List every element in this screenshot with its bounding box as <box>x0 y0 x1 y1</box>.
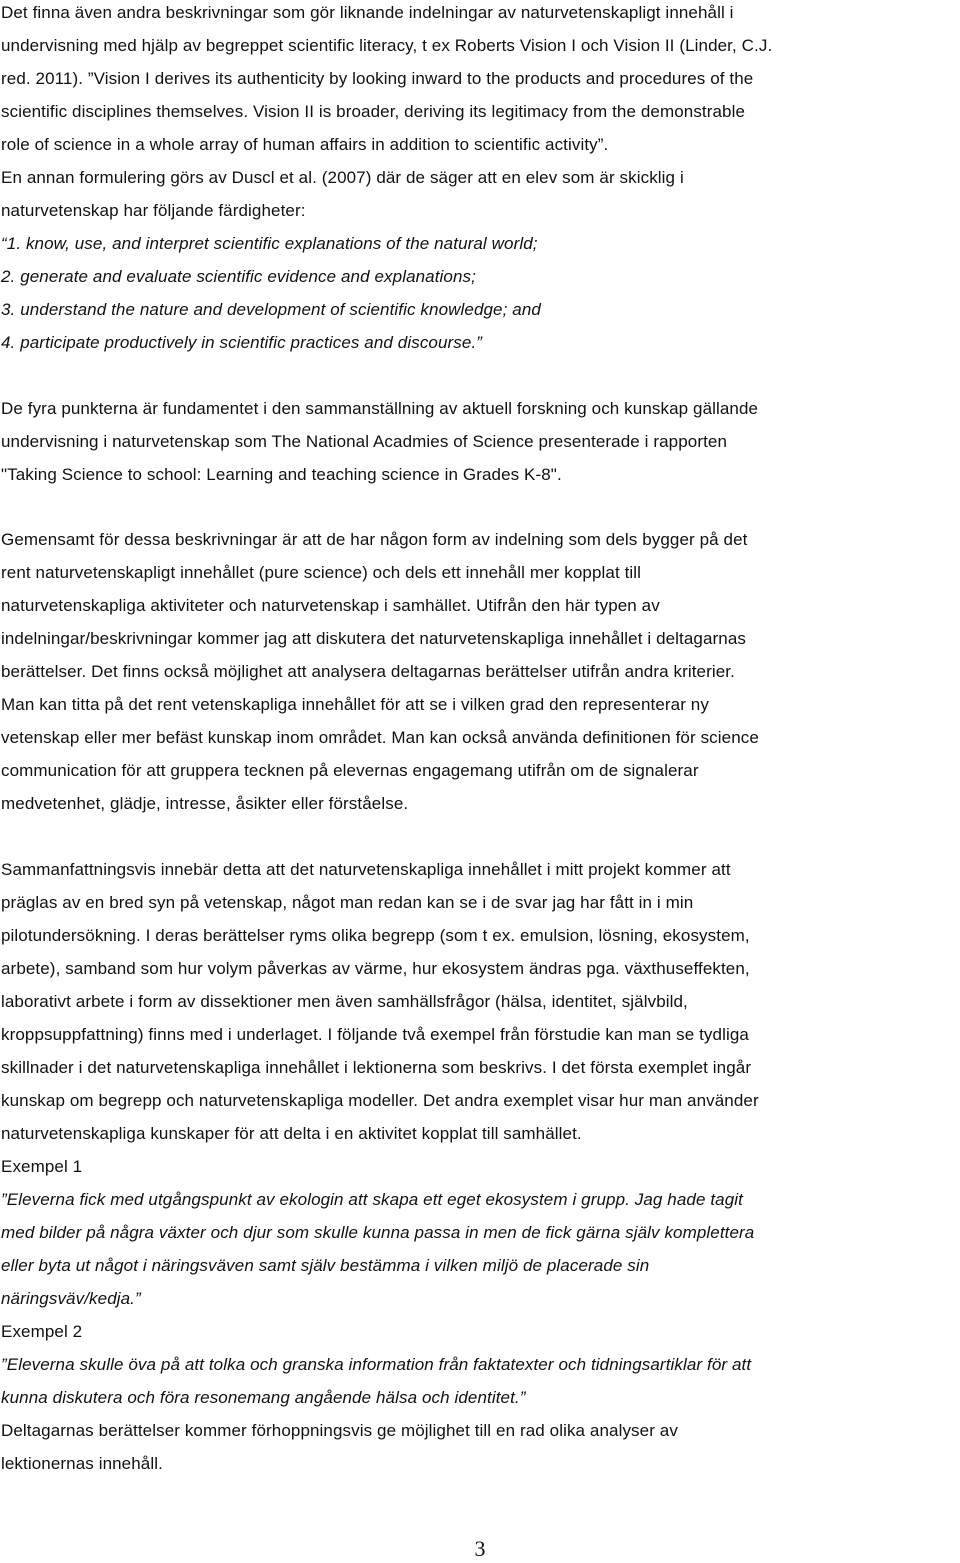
intro-block <box>1 0 959 227</box>
intro-line: Det finna även andra beskrivningar som gör liknande indelningar av naturvetenskapligt innehåll i <box>1 3 734 22</box>
paragraph-line: communication för att gruppera tecknen på elevernas engagemang utifrån om de signalerar <box>1 761 699 780</box>
paragraph-fundament <box>1 392 959 491</box>
paragraph-line: arbete), samband som hur volym påverkas av värme, hur ekosystem ändras pga. växthuseffekten, <box>1 959 750 978</box>
paragraph-line: kroppsuppfattning) finns med i underlaget. I följande två exempel från förstudie kan man se tydliga <box>1 1025 749 1044</box>
paragraph-line: undervisning i naturvetenskap som The National Acadmies of Science presenterade i rapporten <box>1 432 728 451</box>
paragraph-line: medvetenhet, glädje, intresse, åsikter eller förståelse. <box>1 794 409 813</box>
example-quote-line: med bilder på några växter och djur som skulle kunna passa in men de fick gärna själv komplettera <box>1 1223 755 1242</box>
paragraph-line: Sammanfattningsvis innebär detta att det naturvetenskapliga innehållet i mitt projekt kommer att <box>1 860 731 879</box>
paragraph-line: skillnader i det naturvetenskapliga innehållet i lektionerna som beskrivs. I det första exemplet ingår <box>1 1058 752 1077</box>
paragraph-line: naturvetenskapliga aktiviteter och naturvetenskap i samhället. Utifrån den här typen av <box>1 596 660 615</box>
paragraph-line: präglas av en bred syn på vetenskap, något man redan kan se i de svar jag har fått in i min <box>1 893 694 912</box>
example-quote-line: ”Eleverna fick med utgångspunkt av ekologin att skapa ett eget ekosystem i grupp. Jag hade tagit <box>1 1190 743 1209</box>
paragraph-line: lektionernas innehåll. <box>1 1454 163 1473</box>
skill-item: 3. understand the nature and development of scientific knowledge; and <box>1 300 541 319</box>
paragraph-line: Gemensamt för dessa beskrivningar är att de har någon form av indelning som dels bygger på det <box>1 530 748 549</box>
example-quote-line: ”Eleverna skulle öva på att tolka och granska information från faktatexter och tidningsartiklar för att <box>1 1355 752 1374</box>
paragraph-line: berättelser. Det finns också möjlighet att analysera deltagarnas berättelser utifrån andra kriterier. <box>1 662 735 681</box>
example-heading: Exempel 1 <box>1 1157 83 1176</box>
intro-line: En annan formulering görs av Duscl et al. (2007) där de säger att en elev som är skicklig i <box>1 168 684 187</box>
intro-line: undervisning med hjälp av begreppet scientific literacy, t ex Roberts Vision I och Vision II (Linder, C.J. <box>1 36 773 55</box>
intro-line: scientific disciplines themselves. Vision II is broader, deriving its legitimacy from the demonstrable <box>1 102 746 121</box>
skill-item: 2. generate and evaluate scientific evidence and explanations; <box>1 267 476 286</box>
paragraph-line: "Taking Science to school: Learning and teaching science in Grades K-8". <box>1 465 562 484</box>
example-1 <box>1 1150 959 1315</box>
example-2 <box>1 1315 959 1414</box>
page-number: 3 <box>474 1536 486 1561</box>
closing-paragraph <box>1 1414 959 1480</box>
paragraph-line: rent naturvetenskapligt innehållet (pure science) och dels ett innehåll mer kopplat till <box>1 563 642 582</box>
example-quote-line: näringsväv/kedja.” <box>1 1289 141 1308</box>
skill-item: 4. participate productively in scientific practices and discourse.” <box>1 333 483 352</box>
skills-list <box>1 227 959 359</box>
paragraph-line: vetenskap eller mer befäst kunskap inom området. Man kan också använda definitionen för science <box>1 728 759 747</box>
paragraph-gemensamt <box>1 523 959 820</box>
paragraph-line: pilotundersökning. I deras berättelser ryms olika begrepp (som t ex. emulsion, lösning, ekosystem, <box>1 926 750 945</box>
skill-item: “1. know, use, and interpret scientific explanations of the natural world; <box>1 234 538 253</box>
paragraph-line: Man kan titta på det rent vetenskapliga innehållet för att se i vilken grad den representerar ny <box>1 695 709 714</box>
paragraph-line: laborativt arbete i form av dissektioner men även samhällsfrågor (hälsa, identitet, självbild, <box>1 992 688 1011</box>
intro-line: naturvetenskap har följande färdigheter: <box>1 201 306 220</box>
paragraph-sammanfattning <box>1 853 959 1150</box>
example-heading: Exempel 2 <box>1 1322 83 1341</box>
example-quote-line: kunna diskutera och föra resonemang angående hälsa och identitet.” <box>1 1388 526 1407</box>
paragraph-line: De fyra punkterna är fundamentet i den sammanställning av aktuell forskning och kunskap gällande <box>1 399 759 418</box>
paragraph-line: indelningar/beskrivningar kommer jag att diskutera det naturvetenskapliga innehållet i deltagarnas <box>1 629 747 648</box>
intro-line: red. 2011). ”Vision I derives its authenticity by looking inward to the products and procedures of the <box>1 69 754 88</box>
intro-line: role of science in a whole array of human affairs in addition to scientific activity”. <box>1 135 609 154</box>
paragraph-line: kunskap om begrepp och naturvetenskapliga modeller. Det andra exemplet visar hur man använder <box>1 1091 759 1110</box>
paragraph-line: Deltagarnas berättelser kommer förhoppningsvis ge möjlighet till en rad olika analyser av <box>1 1421 678 1440</box>
paragraph-line: naturvetenskapliga kunskaper för att delta i en aktivitet kopplat till samhället. <box>1 1124 582 1143</box>
example-quote-line: eller byta ut något i näringsväven samt själv bestämma i vilken miljö de placerade sin <box>1 1256 650 1275</box>
